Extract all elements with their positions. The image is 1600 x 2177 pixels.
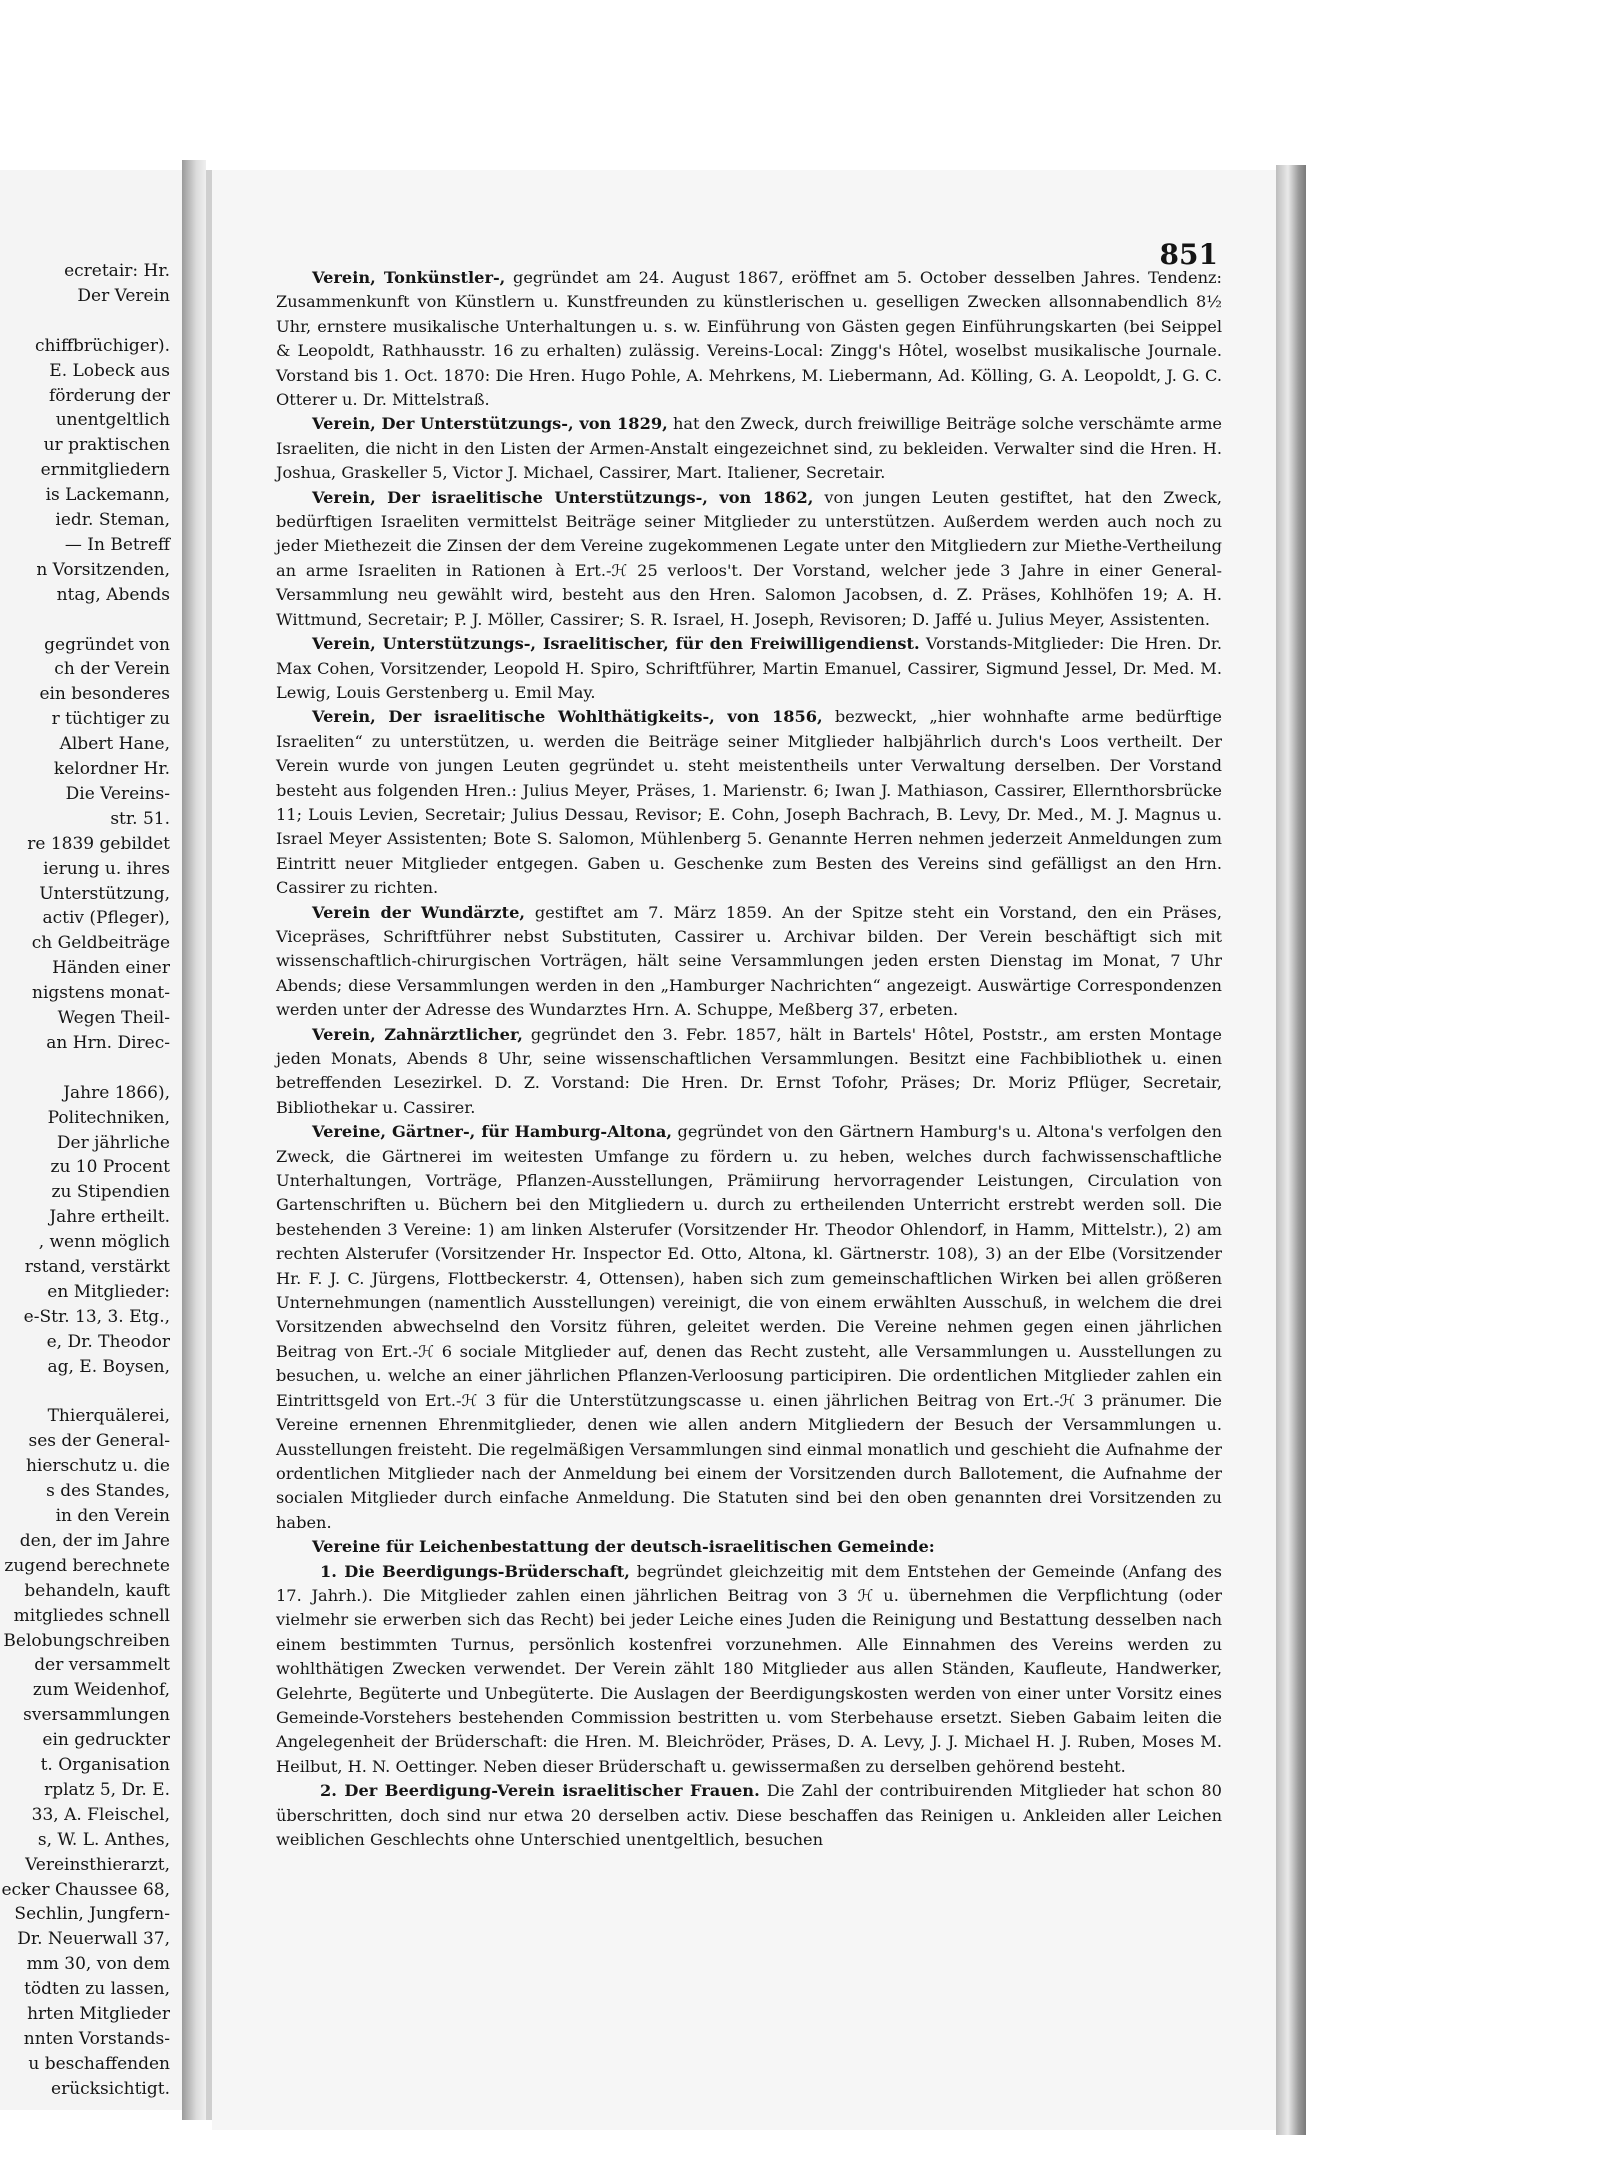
left-column-line: hrten Mitglieder [27, 2004, 170, 2024]
entry-body: gegründet am 24. August 1867, eröffnet am 5. October desselben Jahres. Tendenz: Zusammenkunft von Künstlern u. Kunstfreunden zu künstlerischen u. geselligen Zwecken allsonnabendlich 8½ Uhr, ernstere musikalische Unterhaltungen u. s. w. Einführung von Gästen gegen Einführungskarten (bei Seippel & Leopoldt, Rathhausstr. 16 zu erhalten) zulässig. Vereins-Local: Zingg's Hôtel, woselbst musikalische Journale. Vorstand bis 1. Oct. 1870: Die Hren. Hugo Pohle, A. Mehrkens, M. Liebermann, Ad. Kölling, G. A. Leopoldt, J. G. C. Otterer u. Dr. Mittelstraß. [276, 268, 1222, 410]
left-column-line: Der Verein [77, 285, 170, 306]
left-column-line: s des Standes, [46, 1481, 170, 1502]
entry-unterstuetzungs-1829 [276, 412, 1222, 485]
left-column-line: ur praktischen [43, 435, 170, 456]
left-column-line: in den Verein [55, 1506, 170, 1526]
entry-unterstuetzungs-1862 [276, 486, 1222, 632]
left-column-line: Politechniken, [47, 1107, 170, 1128]
left-column-line: behandeln, kauft [24, 1580, 170, 1601]
left-column-line: activ (Pfleger), [42, 908, 170, 929]
entry-leichenbestattung [276, 1535, 1222, 1559]
left-column-line: e-Str. 13, 3. Etg., [23, 1306, 170, 1327]
entry-zahnaerztlicher [276, 1023, 1222, 1121]
entry-heading: Verein, Tonkünstler-, [312, 268, 506, 287]
entry-heading: 2. Der Beerdigung-Verein israelitischer Frauen. [320, 1781, 760, 1801]
left-column-line: chiffbrüchiger). [35, 335, 170, 356]
left-column-line: zu 10 Procent [50, 1157, 170, 1178]
previous-page-fragment [0, 170, 182, 2110]
left-column-line: mm 30, von dem [26, 1954, 170, 1975]
entry-wohlthaetigkeits-1856 [276, 705, 1222, 900]
left-column-line: re 1839 gebildet [27, 833, 170, 854]
page-body-text [276, 266, 1222, 1852]
left-column-line: ntag, Abends [56, 584, 170, 605]
left-column-line: erücksichtigt. [51, 2078, 170, 2099]
left-column-line: zugend berechnete [4, 1555, 170, 1576]
left-column-line: nnten Vorstands- [23, 2028, 170, 2049]
left-column-line: r tüchtiger zu [51, 709, 170, 730]
entry-body: begründet gleichzeitig mit dem Entstehen der Gemeinde (Anfang des 17. Jahrh.). Die Mitglieder zahlen einen jährlichen Beitrag von 3 ℋ u. übernehmen die Verpflichtung (oder vielmehr sie erwerben sich das Recht) bei jeder Leiche eines Juden die Reinigung und Bestattung desselben nach einem bestimmten Turnus, persönlich kostenfrei vorzunehmen. Alle Einnahmen des Vereins werden zu wohlthätigen Zwecken verwendet. Der Verein zählt 180 Mitglieder aus allen Ständen, Kaufleute, Handwerker, Gelehrte, Begüterte und Unbegüterte. Die Auslagen der Beerdigungskosten werden von einer unter Vorsitz eines Gemeinde-Vorstehers bestehenden Commission bestritten u. vom Sterbehause ersetzt. Sieben Gabaim leiten die Angelegenheit der Brüderschaft: die Hren. M. Bleichröder, Präses, D. A. Levy, J. J. Michael H. J. Ruben, Moses M. Heilbut, H. N. Oettinger. Neben dieser Brüderschaft u. gewissermaßen zu derselben gehörend besteht. [276, 1561, 1222, 1776]
left-column-line: , wenn möglich [38, 1232, 170, 1253]
left-column-line: Vereinsthierarzt, [25, 1854, 170, 1875]
left-column-line: E. Lobeck aus [49, 360, 170, 381]
page-number: 851 [1159, 238, 1218, 271]
left-column-line: tödten zu lassen, [24, 1979, 170, 2000]
entry-heading: Vereine für Leichenbestattung der deutsch-israelitischen Gemeinde: [312, 1537, 935, 1557]
left-column-line: ch Geldbeiträge [31, 933, 170, 954]
left-column-line: Dr. Neuerwall 37, [17, 1929, 170, 1950]
entry-body: gegründet den 3. Febr. 1857, hält in Bartels' Hôtel, Poststr., am ersten Montage jeden Monats, Abends 8 Uhr, seine wissenschaftlichen Versammlungen. Besitzt eine Fachbibliothek u. einen betreffenden Lesezirkel. D. Z. Vorstand: Die Hren. Dr. Ernst Tofohr, Präses; Dr. Moriz Pflüger, Secretair, Bibliothekar u. Cassirer. [276, 1024, 1222, 1117]
entry-heading: Verein, Der Unterstützungs-, von 1829, [312, 414, 668, 434]
left-column-line: förderung der [49, 385, 170, 406]
entry-body: hat den Zweck, durch freiwillige Beiträge solche verschämte arme Israeliten, die nicht in den Listen der Armen-Anstalt eingezeichnet sind, zu bekleiden. Verwalter sind die Hren. H. Joshua, Graskeller 5, Victor J. Michael, Cassirer, Mart. Italiener, Secretair. [276, 414, 1222, 483]
left-column-line: Albert Hane, [59, 734, 170, 755]
left-column-line: ses der General- [28, 1431, 170, 1452]
page-stack-edge [1276, 165, 1306, 2135]
entry-heading: 1. Die Beerdigungs-Brüderschaft, [320, 1561, 630, 1581]
entry-body: von jungen Leuten gestiftet, hat den Zweck, bedürftigen Israeliten vermittelst Beiträge seiner Mitglieder zu unterstützen. Außerdem werden auch noch zu jeder Miethezeit die Zinsen der dem Vereine zugekommenen Legate unter den Mitgliedern zur Miethe-Vertheilung an arme Israeliten in Rationen à Ert.-ℋ 25 verloos't. Der Vorstand, welcher jede 3 Jahre in einer General-Versammlung neu gewählt wird, besteht aus den Hren. Salomon Jacobsen, d. Z. Präses, Kohlhöfen 19; A. H. Wittmund, Secretair; P. J. Möller, Cassirer; S. R. Israel, H. Joseph, Revisoren; D. Jaffé u. Julius Meyer, Assistenten. [276, 487, 1222, 629]
left-column-line: kelordner Hr. [53, 759, 170, 779]
left-column-line: hierschutz u. die [25, 1456, 170, 1477]
left-column-line: en Mitglieder: [47, 1281, 170, 1302]
entry-heading: Vereine, Gärtner-, für Hamburg-Altona, [312, 1122, 673, 1142]
entry-heading: Verein, Zahnärztlicher, [312, 1024, 523, 1044]
left-column-line: gegründet von [44, 634, 170, 655]
entry-heading: Verein, Der israelitische Unterstützungs-, von 1862, [312, 487, 814, 507]
left-column-line: e, Dr. Theodor [46, 1331, 170, 1352]
left-column-line: ein besonderes [39, 684, 170, 705]
left-column-line: ch der Verein [54, 659, 170, 680]
left-column-line: s, W. L. Anthes, [37, 1829, 170, 1850]
entry-beerdigungs-bruederschaft [276, 1560, 1222, 1780]
left-column-line: an Hrn. Direc- [46, 1032, 170, 1053]
entry-wundaerzte [276, 901, 1222, 1023]
entry-body: gegründet von den Gärtnern Hamburg's u. Altona's verfolgen den Zweck, die Gärtnerei im weitesten Umfange zu fördern u. zu heben, welches durch fachwissenschaftliche Unterhaltungen, Vorträge, Pflanzen-Ausstellungen, Prämiirung hervorragender Leistungen, Circulation von Gartenschriften u. Büchern bei den Mitgliedern u. durch zu ertheilenden Unterricht erstrebt werden soll. Die bestehenden 3 Vereine: 1) am linken Alsterufer (Vorsitzender Hr. Theodor Ohlendorf, in Hamm, Mittelstr.), 2) am rechten Alsterufer (Vorsitzender Hr. Inspector Ed. Otto, Altona, kl. Gärtnerstr. 108), 3) an der Elbe (Vorsitzender Hr. F. J. C. Jürgens, Flottbeckerstr. 4, Ottensen), haben sich zum gemeinschaftlichen Wirken bei allen größeren Unternehmungen (namentlich Ausstellungen) vereinigt, die von einem erwählten Ausschuß, in welchem die drei Vorsitzenden abwechselnd den Vorsitz führen, geleitet werden. Die Vereine nehmen gegen einen jährlichen Beitrag von Ert.-ℋ 6 sociale Mitglieder auf, denen das Recht zusteht, alle Versammlungen u. Ausstellungen zu besuchen, u. welche an einer jährlichen Pflanzen-Verloosung participiren. Die ordentlichen Mitglieder zahlen ein Eintrittsgeld von Ert.-ℋ 3 für die Unterstützungscasse u. einen jährlichen Beitrag von Ert.-ℋ 3 pränumer. Die Vereine ernennen Ehrenmitglieder, denen wie allen andern Mitgliedern der Besuch der Versammlungen u. Ausstellungen freisteht. Die regelmäßigen Versammlungen sind einmal monatlich und geschieht die Aufnahme der ordentlichen Mitglieder nach der Anmeldung bei einem der Vorsitzenden durch Ballotement, die Aufnahme der socialen Mitglieder durch einfache Anmeldung. Die Statuten sind bei den oben genannten drei Vorsitzenden zu haben. [276, 1122, 1222, 1532]
left-column-line: ag, E. Boysen, [47, 1356, 170, 1377]
left-column-line: zum Weidenhof, [32, 1680, 170, 1701]
left-column-line: t. Organisation [40, 1755, 170, 1775]
entry-body: bezweckt, „hier wohnhafte arme bedürftige Israeliten“ zu unterstützen, u. werden die Beiträge seiner Mitglieder halbjährlich durch's Loos vertheilt. Der Verein wurde von jungen Leuten gegründet u. steht meistentheils unter Verwaltung derselben. Der Vorstand besteht aus folgenden Hren.: Julius Meyer, Präses, 1. Marienstr. 6; Iwan J. Mathiason, Cassirer, Ellernthorsbrücke 11; Louis Levien, Secretair; Julius Dessau, Revisor; E. Cohn, Joseph Bachrach, B. Levy, Dr. Med., M. J. Magnus u. Israel Meyer Assistenten; Bote S. Salomon, Mühlenberg 5. Genannte Herren nehmen jederzeit Anmeldungen zum Eintritt neuer Mitglieder entgegen. Gaben u. Geschenke zum Besten des Vereins sind gefälligst an den Hrn. Cassirer zu richten. [276, 707, 1222, 898]
entry-gaertner [276, 1120, 1222, 1535]
left-column-line: str. 51. [110, 808, 170, 829]
entry-frauen-verein [276, 1779, 1222, 1852]
left-column-line: mitgliedes schnell [13, 1605, 170, 1626]
left-column-line: Belobungschreiben [3, 1630, 170, 1651]
left-column-line: Wegen Theil- [57, 1008, 170, 1028]
entry-heading: Verein, Unterstützungs-, Israelitischer, für den Freiwilligendienst. [312, 634, 920, 654]
left-column-line: ecretair: Hr. [64, 261, 170, 281]
left-column-line: Thierquälerei, [47, 1406, 170, 1427]
entry-heading: Verein der Wundärzte, [312, 902, 526, 922]
left-column-line: Jahre 1866), [63, 1082, 170, 1103]
left-column-line: Unterstützung, [39, 883, 170, 904]
left-column-line: nigstens monat- [32, 983, 170, 1004]
entry-heading: Verein, Der israelitische Wohlthätigkeits-, von 1856, [312, 707, 823, 727]
left-column-line: rstand, verstärkt [24, 1257, 170, 1277]
left-column-line: 33, A. Fleischel, [31, 1804, 170, 1825]
left-column-line: ernmitgliedern [40, 460, 170, 481]
entry-tonkuenstler [276, 266, 1222, 412]
left-column-line: sversammlungen [23, 1705, 170, 1726]
left-column-line: n Vorsitzenden, [36, 559, 170, 580]
entry-body: Vorstands-Mitglieder: Die Hren. Dr. Max Cohen, Vorsitzender, Leopold H. Spiro, Schriftführer, Martin Emanuel, Cassirer, Sigmund Jessel, Dr. Med. M. Lewig, Louis Gerstenberg u. Emil May. [276, 634, 1222, 702]
left-column-line: Jahre ertheilt. [49, 1207, 170, 1228]
entry-body: gestiftet am 7. März 1859. An der Spitze steht ein Vorstand, den ein Präses, Vicepräses, Schriftführer nebst Substituten, Cassirer u. Archivar bilden. Der Verein beschäftigt sich mit wissenschaftlich-chirurgischen Vorträgen, hält seine Versammlungen jeden ersten Dienstag im Monat, 7 Uhr Abends; diese Versammlungen werden in den „Hamburger Nachrichten“ angezeigt. Auswärtige Correspondenzen werden unter der Adresse des Wundarztes Hrn. A. Schuppe, Meßberg 37, erbeten. [276, 902, 1222, 1020]
left-column-line: ein gedruckter [42, 1730, 170, 1751]
left-column-line: Sechlin, Jungfern- [14, 1904, 170, 1925]
book-page [212, 170, 1276, 2130]
left-column-line: Die Vereins- [65, 783, 170, 804]
left-column-line: unentgeltlich [55, 410, 170, 431]
left-column-line: — In Betreff [64, 534, 170, 555]
entry-body: Die Zahl der contribuirenden Mitglieder hat schon 80 überschritten, doch sind nur etwa 20 derselben activ. Diese beschaffen das Reinigen u. Ankleiden aller Leichen weiblichen Geschlechts ohne Unterschied unentgeltlich, besuchen [276, 1781, 1222, 1849]
left-column-line: iedr. Steman, [55, 510, 170, 530]
left-column-line: Händen einer [52, 958, 170, 979]
entry-freiwilligendienst [276, 632, 1222, 705]
left-column-line: zu Stipendien [51, 1182, 170, 1203]
left-column-line: rplatz 5, Dr. E. [44, 1779, 170, 1800]
left-column-line: ecker Chaussee 68, [1, 1879, 170, 1900]
page-fold-shadow [182, 160, 206, 2120]
left-column-line: Der jährliche [56, 1132, 170, 1153]
left-column-line: u beschaffenden [28, 2053, 170, 2074]
left-column-line: den, der im Jahre [19, 1530, 170, 1551]
left-column-line: ierung u. ihres [43, 858, 170, 879]
left-column-line: der versammelt [34, 1655, 170, 1676]
left-column-line: is Lackemann, [45, 485, 170, 506]
